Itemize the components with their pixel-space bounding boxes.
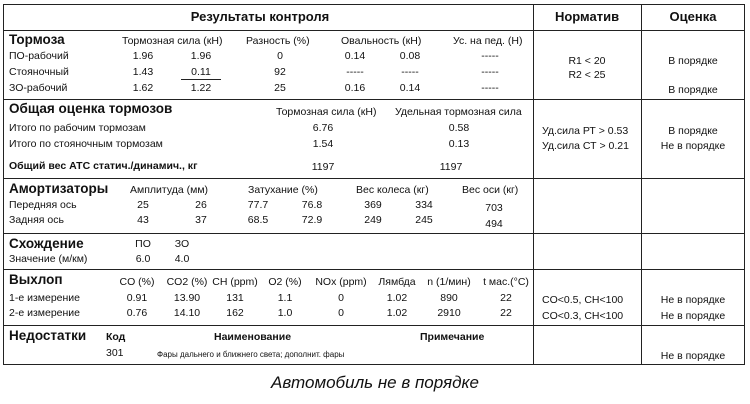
exhaust-value: 162	[226, 307, 244, 319]
exhaust-value: 0.91	[126, 292, 148, 304]
alignment-col-rear: ЗО	[174, 238, 190, 250]
shocks-axle: 703	[485, 202, 503, 214]
section-divider	[3, 178, 745, 179]
brakes-norm-r1: R1 < 20	[568, 55, 606, 67]
exhaust-value: 131	[226, 292, 244, 304]
brakes-force-right: 0.11	[191, 66, 211, 78]
overall-force: 6.76	[312, 122, 334, 134]
exhaust-value: 22	[500, 292, 512, 304]
exhaust-title: Выхлоп	[9, 272, 63, 287]
brakes-force-right: 1.22	[190, 82, 212, 94]
exhaust-col: O2 (%)	[268, 276, 302, 288]
final-verdict: Автомобиль не в порядке	[271, 373, 479, 392]
shocks-wheel-left: 369	[364, 199, 382, 211]
brakes-col-oval: Овальность (кН)	[341, 35, 422, 47]
section-divider	[3, 99, 745, 100]
brakes-force-left: 1.43	[132, 66, 154, 78]
exhaust-col: CO (%)	[119, 276, 155, 288]
shocks-amp-left: 25	[137, 199, 149, 211]
shocks-wheel-left: 249	[364, 214, 382, 226]
section-divider	[3, 269, 745, 270]
brakes-pedal: -----	[481, 50, 499, 62]
brakes-oval-left: 0.16	[344, 82, 366, 94]
brakes-col-pedal: Ус. на пед. (Н)	[453, 35, 523, 47]
exhaust-value: 1.02	[386, 307, 408, 319]
overall-eval-1: В порядке	[668, 125, 718, 137]
norm-header: Норматив	[554, 9, 620, 24]
shocks-wheel-right: 245	[415, 214, 433, 226]
exhaust-row-label: 1-е измерение	[9, 292, 81, 304]
brakes-oval-right: -----	[401, 66, 419, 78]
brakes-oval-left: 0.14	[344, 50, 366, 62]
overall-title: Общая оценка тормозов	[9, 101, 173, 116]
shocks-amp-right: 37	[195, 214, 207, 226]
defect-eval: Не в порядке	[660, 350, 726, 362]
handwritten-underline	[181, 79, 221, 80]
exhaust-value: 0.76	[126, 307, 148, 319]
brakes-eval-2: В порядке	[668, 84, 718, 96]
shocks-col-amp: Амплитуда (мм)	[130, 184, 209, 196]
shocks-amp-right: 26	[195, 199, 207, 211]
exhaust-eval-2: Не в порядке	[660, 310, 726, 322]
brakes-diff: 92	[274, 66, 286, 78]
shocks-damp-left: 77.7	[247, 199, 269, 211]
exhaust-col: CH (ppm)	[212, 276, 258, 288]
exhaust-row-label: 2-е измерение	[9, 307, 81, 319]
weight-dynamic: 1197	[439, 161, 463, 173]
shocks-wheel-right: 334	[415, 199, 433, 211]
header-divider	[3, 30, 745, 31]
brakes-force-left: 1.96	[132, 50, 154, 62]
exhaust-eval-1: Не в порядке	[660, 294, 726, 306]
exhaust-col: n (1/мин)	[427, 276, 471, 288]
eval-header: Оценка	[669, 9, 717, 24]
weight-label: Общий вес АТС статич./динамич., кг	[9, 160, 198, 172]
section-divider	[3, 325, 745, 326]
brakes-oval-right: 0.14	[399, 82, 421, 94]
shocks-axle: 494	[485, 218, 503, 230]
brakes-title: Тормоза	[9, 32, 65, 47]
exhaust-value: 1.1	[277, 292, 293, 304]
exhaust-col: NOx (ppm)	[315, 276, 367, 288]
overall-col-specific: Удельная тормозная сила	[395, 106, 522, 118]
defects-col-name: Наименование	[214, 331, 292, 343]
exhaust-value: 13.90	[173, 292, 201, 304]
shocks-damp-left: 68.5	[247, 214, 269, 226]
exhaust-col: CO2 (%)	[166, 276, 208, 288]
defects-col-note: Примечание	[420, 331, 485, 343]
brakes-diff: 0	[277, 50, 283, 62]
alignment-title: Схождение	[9, 236, 84, 251]
weight-static: 1197	[311, 161, 335, 173]
overall-row-label: Итого по рабочим тормозам	[9, 122, 146, 134]
overall-eval-2: Не в порядке	[660, 140, 726, 152]
brakes-diff: 25	[274, 82, 286, 94]
brakes-oval-right: 0.08	[399, 50, 421, 62]
brakes-force-right: 1.96	[190, 50, 212, 62]
shocks-col-wheel: Вес колеса (кг)	[356, 184, 429, 196]
overall-col-force: Тормозная сила (кН)	[276, 106, 377, 118]
brakes-col-force: Тормозная сила (кН)	[122, 35, 223, 47]
overall-norm-1: Уд.сила РТ > 0.53	[542, 125, 629, 137]
exhaust-col: Лямбда	[378, 276, 416, 288]
brakes-force-left: 1.62	[132, 82, 154, 94]
defects-title: Недостатки	[9, 328, 87, 343]
brakes-pedal: -----	[481, 82, 499, 94]
defect-name: Фары дальнего и ближнего света; дополнит. фары	[157, 350, 345, 359]
shocks-col-axle: Вес оси (кг)	[462, 184, 519, 196]
brakes-norm-r2: R2 < 25	[568, 69, 606, 81]
overall-norm-2: Уд.сила СТ > 0.21	[542, 140, 629, 152]
brakes-row-label: Стояночный	[9, 66, 69, 78]
exhaust-value: 890	[440, 292, 458, 304]
shocks-title: Амортизаторы	[9, 181, 109, 196]
alignment-row-label: Значение (м/км)	[9, 253, 88, 265]
exhaust-value: 1.02	[386, 292, 408, 304]
exhaust-norm-2: CO<0.3, CH<100	[542, 310, 624, 322]
overall-force: 1.54	[312, 138, 334, 150]
shocks-col-damp: Затухание (%)	[248, 184, 318, 196]
exhaust-value: 0	[338, 292, 344, 304]
brakes-oval-left: -----	[346, 66, 364, 78]
exhaust-value: 1.0	[277, 307, 293, 319]
shocks-damp-right: 72.9	[301, 214, 323, 226]
exhaust-norm-1: CO<0.5, CH<100	[542, 294, 624, 306]
shocks-row-label: Передняя ось	[9, 199, 77, 211]
shocks-amp-left: 43	[137, 214, 149, 226]
section-divider	[3, 233, 745, 234]
alignment-rear: 4.0	[174, 253, 190, 265]
exhaust-value: 0	[338, 307, 344, 319]
shocks-damp-right: 76.8	[301, 199, 323, 211]
defects-col-code: Код	[106, 331, 126, 343]
brakes-col-diff: Разность (%)	[246, 35, 310, 47]
exhaust-value: 2910	[437, 307, 461, 319]
brakes-row-label: ПО-рабочий	[9, 50, 69, 62]
exhaust-col: t мас.(°C)	[483, 276, 529, 288]
alignment-front: 6.0	[135, 253, 151, 265]
exhaust-value: 14.10	[173, 307, 201, 319]
overall-specific: 0.58	[448, 122, 470, 134]
overall-specific: 0.13	[448, 138, 470, 150]
brakes-eval-1: В порядке	[668, 55, 718, 67]
results-header: Результаты контроля	[190, 9, 330, 24]
alignment-col-front: ПО	[135, 238, 151, 250]
brakes-pedal: -----	[481, 66, 499, 78]
brakes-row-label: ЗО-рабочий	[9, 82, 68, 94]
defect-code: 301	[106, 347, 124, 359]
shocks-row-label: Задняя ось	[9, 214, 64, 226]
overall-row-label: Итого по стояночным тормозам	[9, 138, 163, 150]
exhaust-value: 22	[500, 307, 512, 319]
